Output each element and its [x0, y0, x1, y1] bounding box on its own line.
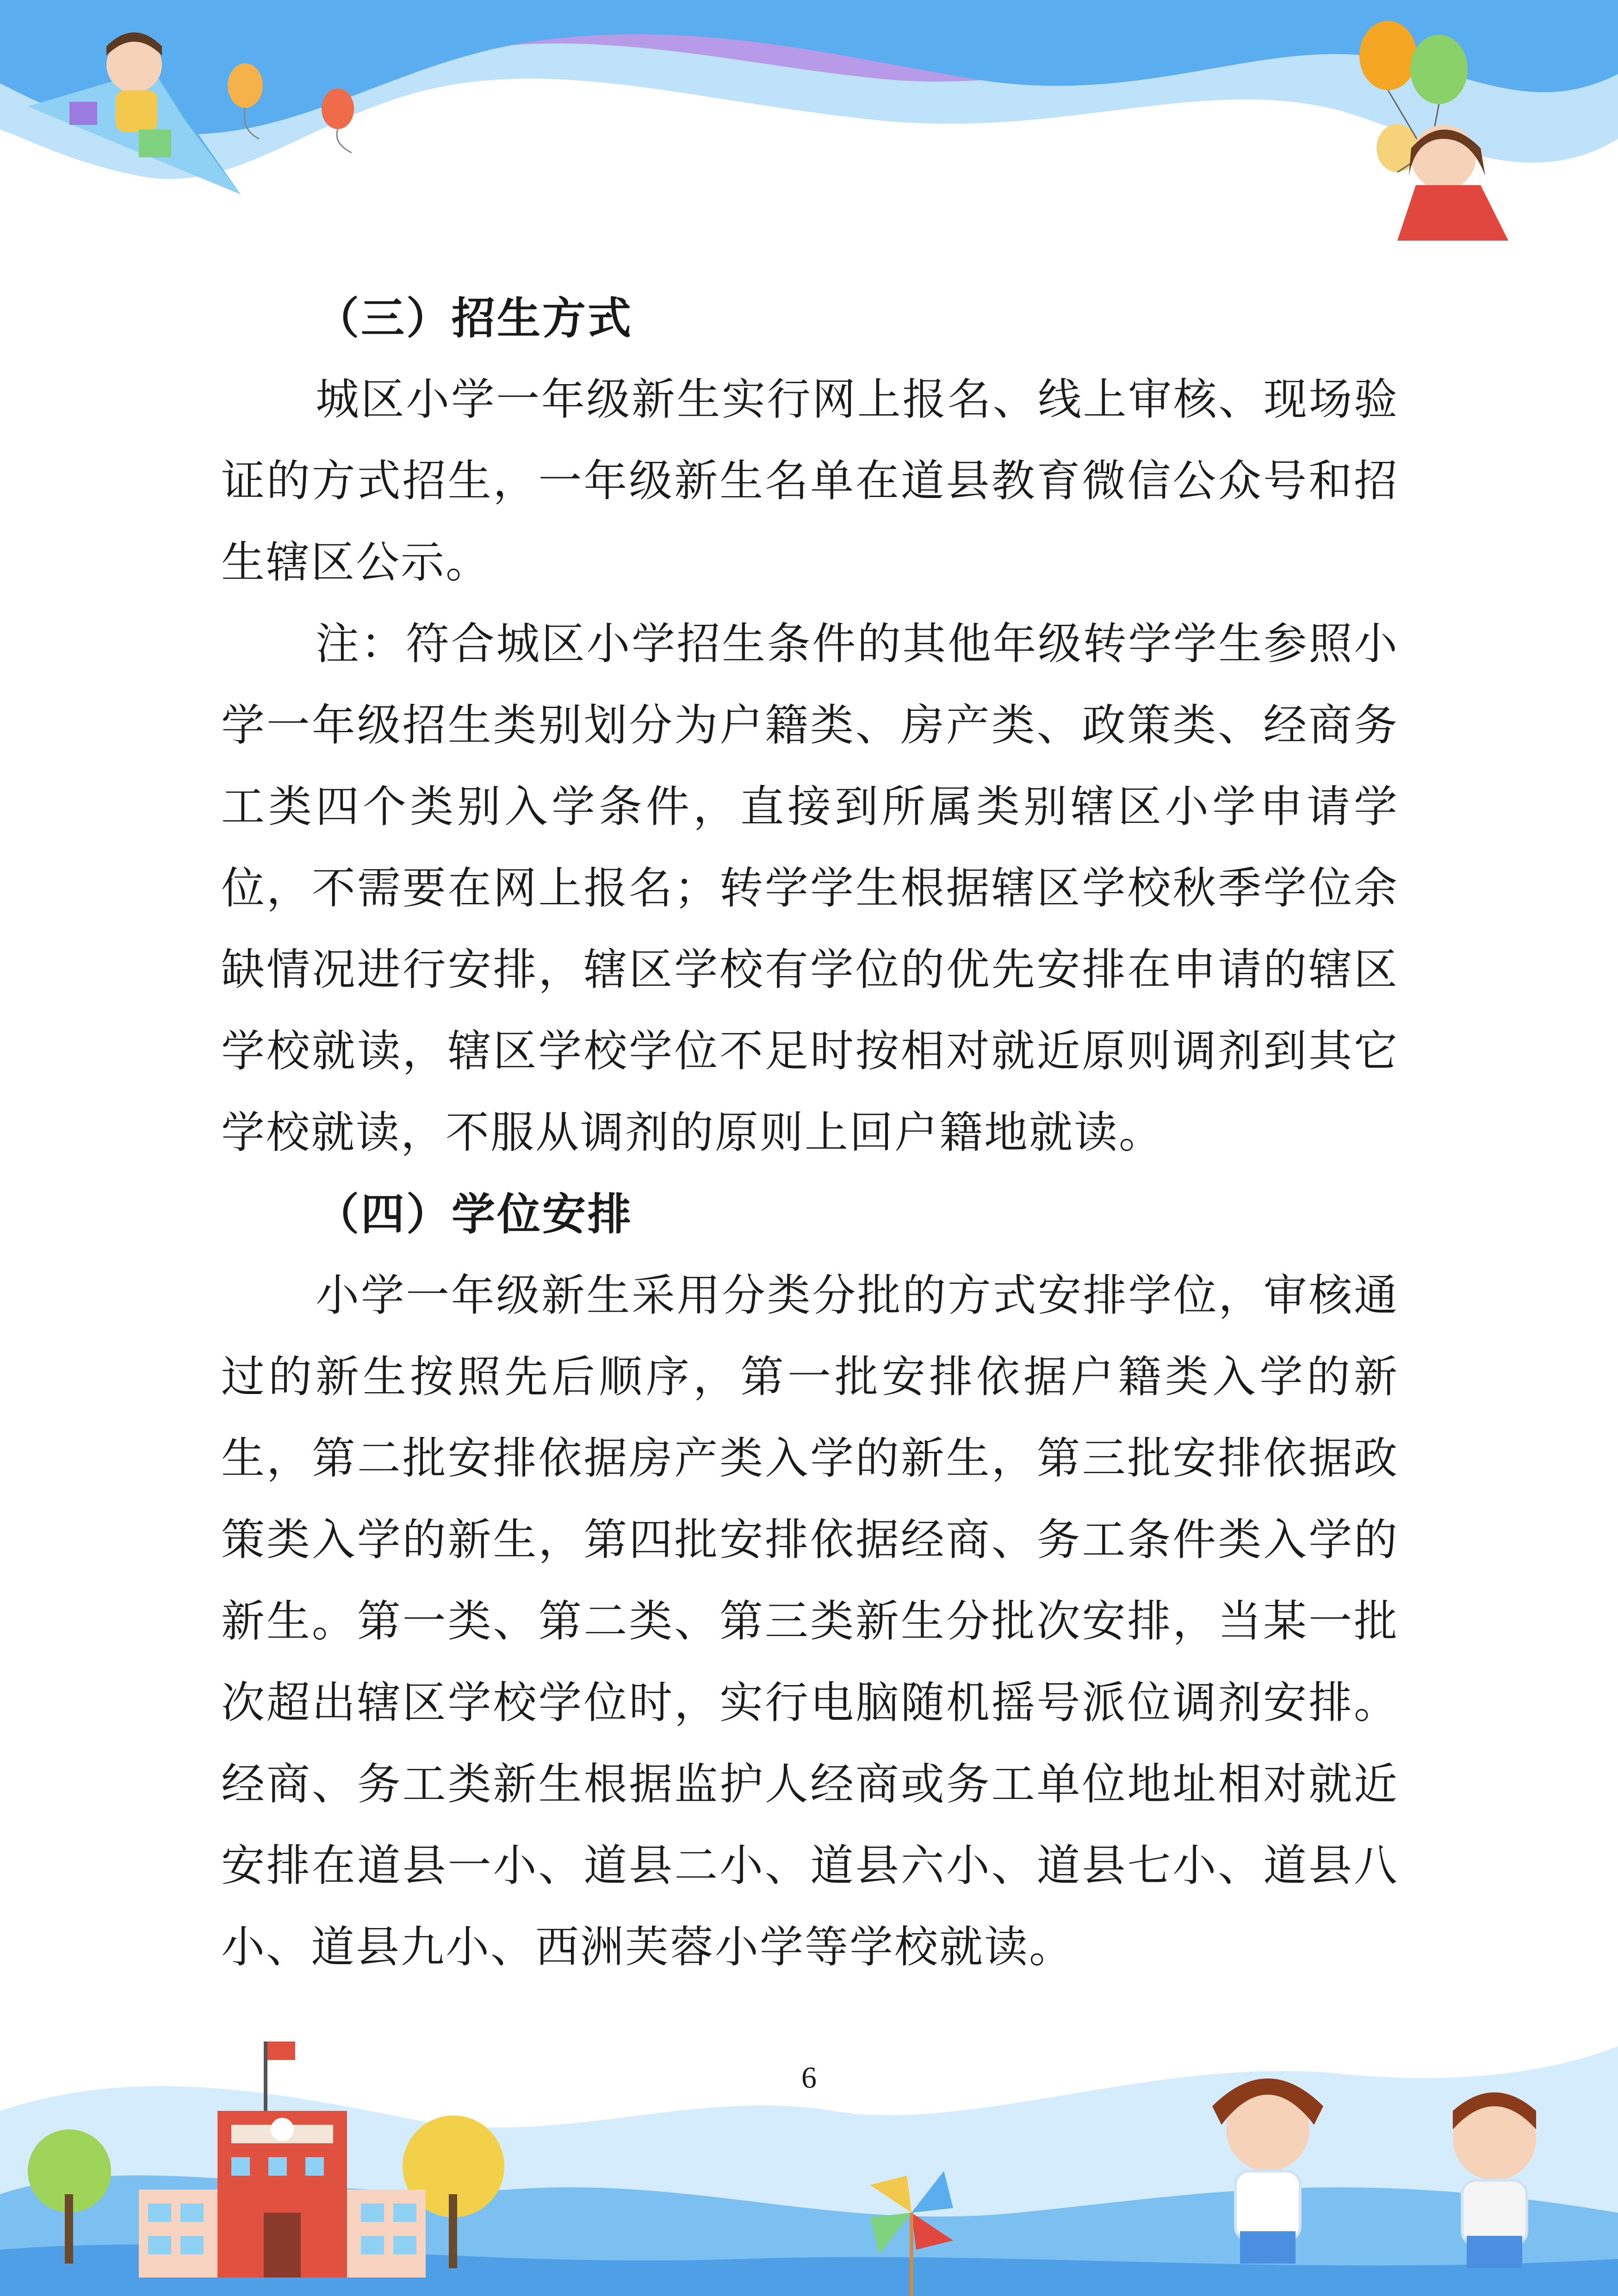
- section-heading-seat-allocation: （四）学位安排: [316, 1189, 633, 1240]
- bottom-decorative-banner: [0, 1972, 1618, 2296]
- page-number: 6: [801, 2061, 817, 2095]
- paragraph-transfer-note: 注：符合城区小学招生条件的其他年级转学学生参照小学一年级招生类别划分为户籍类、房产类、政策类、经商务工类四个类别入学条件，直接到所属类别辖区小学申请学位，不需要在网上报名；转学学生根据辖区学校秋季学位余缺情况进行安排，辖区学校有学位的优先安排在申请的辖区学校就读，辖区学校学位不足时按相对就近原则调剂到其它学校就读，不服从调剂的原则上回户籍地就读。: [221, 619, 1399, 1158]
- document-body: [221, 278, 1399, 1988]
- paragraph-seat-allocation: 小学一年级新生采用分类分批的方式安排学位，审核通过的新生按照先后顺序，第一批安排依据户籍类入学的新生，第二批安排依据房产类入学的新生，第三批安排依据政策类入学的新生，第四批安排依据经商、务工条件类入学的新生。第一类、第二类、第三类新生分批次安排，当某一批次超出辖区学校学位时，实行电脑随机摇号派位调剂安排。经商、务工类新生根据监护人经商或务工单位地址相对就近安排在道县一小、道县二小、道县六小、道县七小、道县八小、道县九小、西洲芙蓉小学等学校就读。: [221, 1270, 1399, 1972]
- top-decorative-banner: [0, 0, 1618, 259]
- paragraph-enrollment-method: 城区小学一年级新生实行网上报名、线上审核、现场验证的方式招生，一年级新生名单在道县教育微信公众号和招生辖区公示。: [221, 374, 1399, 588]
- section-heading-enrollment-method: （三）招生方式: [316, 293, 633, 344]
